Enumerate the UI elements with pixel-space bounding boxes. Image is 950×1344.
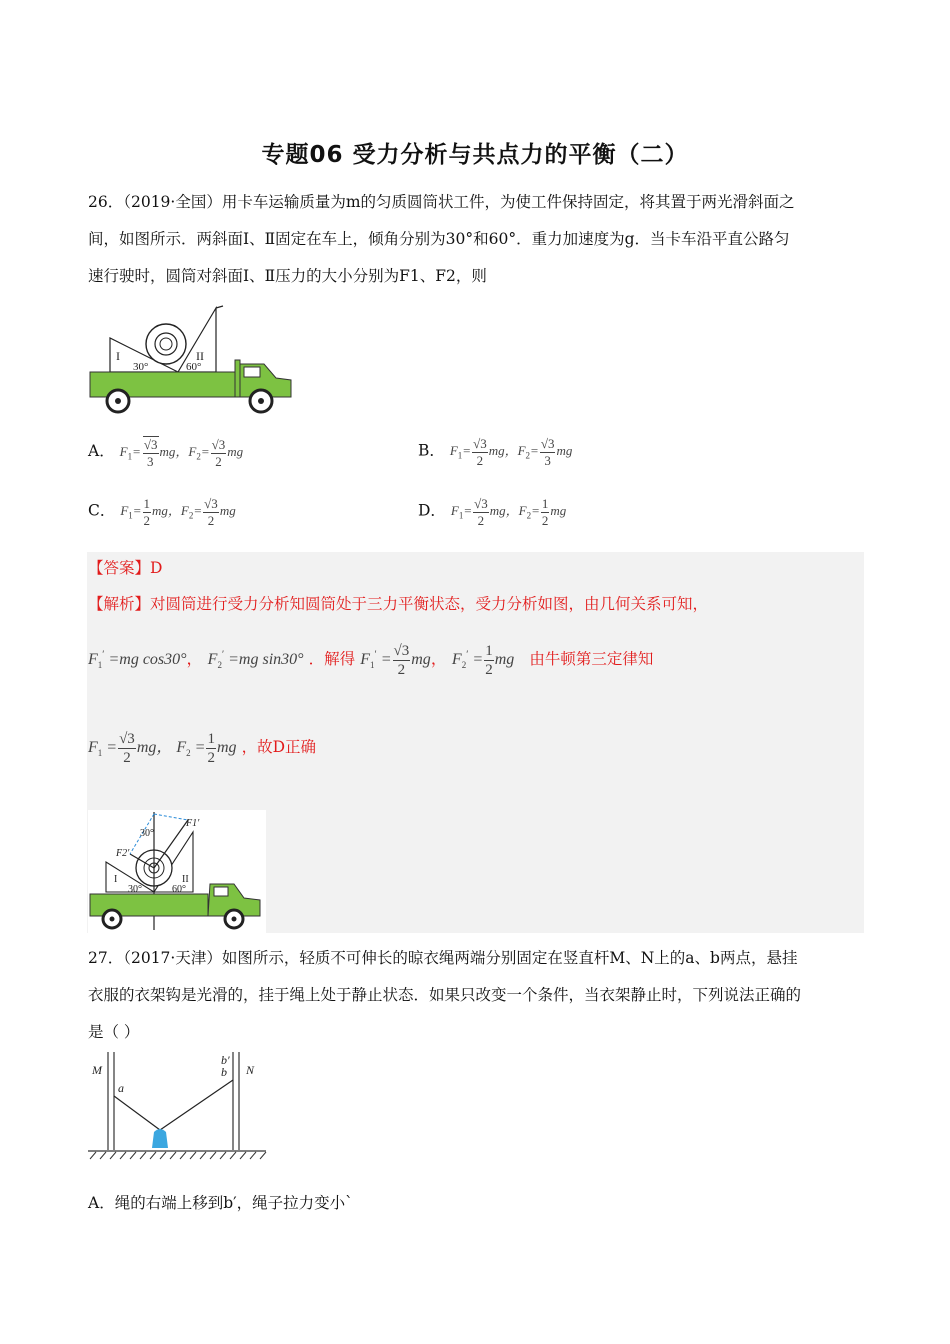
answer-line (88, 556, 162, 578)
label-N: N (246, 1063, 255, 1077)
answer-label: 【答案】 (88, 559, 151, 577)
q27-line3: 是（ ） (88, 1023, 140, 1041)
option-b[interactable]: B． $F_1=$ $\frac{√3}{2}$ mg，$F_2=$ $\frac{√3}{3}$ mg (418, 436, 573, 468)
q27-text (88, 940, 863, 1051)
fig-I: I (114, 874, 118, 885)
q26-line3: 速行驶时，圆筒对斜面Ⅰ、Ⅱ压力的大小分别为F1、F2，则 (88, 267, 487, 285)
fig-II: II (182, 874, 189, 885)
angle-60: 60° (186, 361, 202, 373)
q26-truck-figure (88, 300, 293, 415)
q26-line1: 26．（2019·全国）用卡车运输质量为m的匀质圆筒状工件，为使工件保持固定，将其置于两光滑斜面之 (88, 193, 795, 211)
option-c-letter: C． (88, 501, 116, 520)
eq-f2p: =mg sin30° (228, 651, 304, 669)
label-M: M (92, 1063, 102, 1077)
analysis-label: 【解析】 (88, 595, 151, 613)
equation-line-1: $F_1' =mg$ cos30°， $F_2' =mg$ sin30° ．解得 $F_1'$ = $\frac{√3}{2}$ mg， $F_2'$ = $\frac{1}{2}$ mg 由牛顿第三定律知 (88, 643, 654, 678)
option-a-letter: A． (88, 441, 115, 460)
law-text: 由牛顿第三定律知 (529, 650, 654, 669)
q26-text (88, 184, 863, 295)
q27-line2: 衣服的衣架钩是光滑的，挂于绳上处于静止状态．如果只改变一个条件，当衣架静止时，下列说法正确的 (88, 986, 802, 1004)
fig-angle-30: 30° (128, 884, 142, 895)
q27-option-a[interactable]: A．绳的右端上移到b′，绳子拉力变小` (88, 1194, 353, 1212)
equation-line-2: $F_1$ = $\frac{√3}{2}$ mg， $F_2$ = $\frac{1}{2}$ mg ，故D正确 (88, 731, 317, 766)
fig-f2p: F2′ (116, 848, 130, 859)
q27-line1: 27．（2017·天津）如图所示，轻质不可伸长的晾衣绳两端分别固定在竖直杆M、N上的a、b两点，悬挂 (88, 949, 798, 967)
q26-line2: 间，如图所示．两斜面Ⅰ、Ⅱ固定在车上，倾角分别为30°和60°．重力加速度为g．当卡车沿平直公路匀 (88, 230, 790, 248)
option-d[interactable]: D． $F_1=$ $\frac{√3}{2}$ mg，$F_2=$ $\frac{1}{2}$ mg (418, 496, 567, 528)
solve-text: ．解得 (308, 650, 356, 669)
q27-clothesline-figure (88, 1050, 268, 1165)
eq-f1p: =mg cos30° (108, 651, 187, 669)
page-title: 专题06 受力分析与共点力的平衡（二） (261, 142, 689, 168)
fig-f1p: F1′ (186, 818, 200, 829)
option-a[interactable]: A． $F_1=$ $\frac{√3}{3}$ mg，$F_2=$ $\frac{√3}{2}$ mg (88, 436, 244, 469)
fig-angle-60: 60° (172, 884, 186, 895)
answer-value: D (150, 559, 163, 577)
option-d-letter: D． (418, 501, 446, 520)
fig-angle-top: 30° (140, 828, 154, 839)
analysis-text: 对圆筒进行受力分析知圆筒处于三力平衡状态，受力分析如图，由几何关系可知， (150, 595, 709, 613)
label-II: II (196, 349, 204, 363)
option-b-letter: B． (418, 441, 445, 460)
label-bp: b′ (221, 1053, 230, 1067)
angle-30: 30° (133, 361, 149, 373)
analysis-line (88, 592, 708, 614)
label-I: I (116, 349, 120, 363)
conclusion-text: ，故D正确 (241, 738, 317, 757)
option-c[interactable]: C． $F_1=$ $\frac{1}{2}$ mg，$F_2=$ $\frac{√3}{2}$ mg (88, 496, 236, 528)
analysis-figure (88, 810, 266, 933)
label-b: b (221, 1065, 227, 1079)
label-a: a (118, 1081, 124, 1095)
